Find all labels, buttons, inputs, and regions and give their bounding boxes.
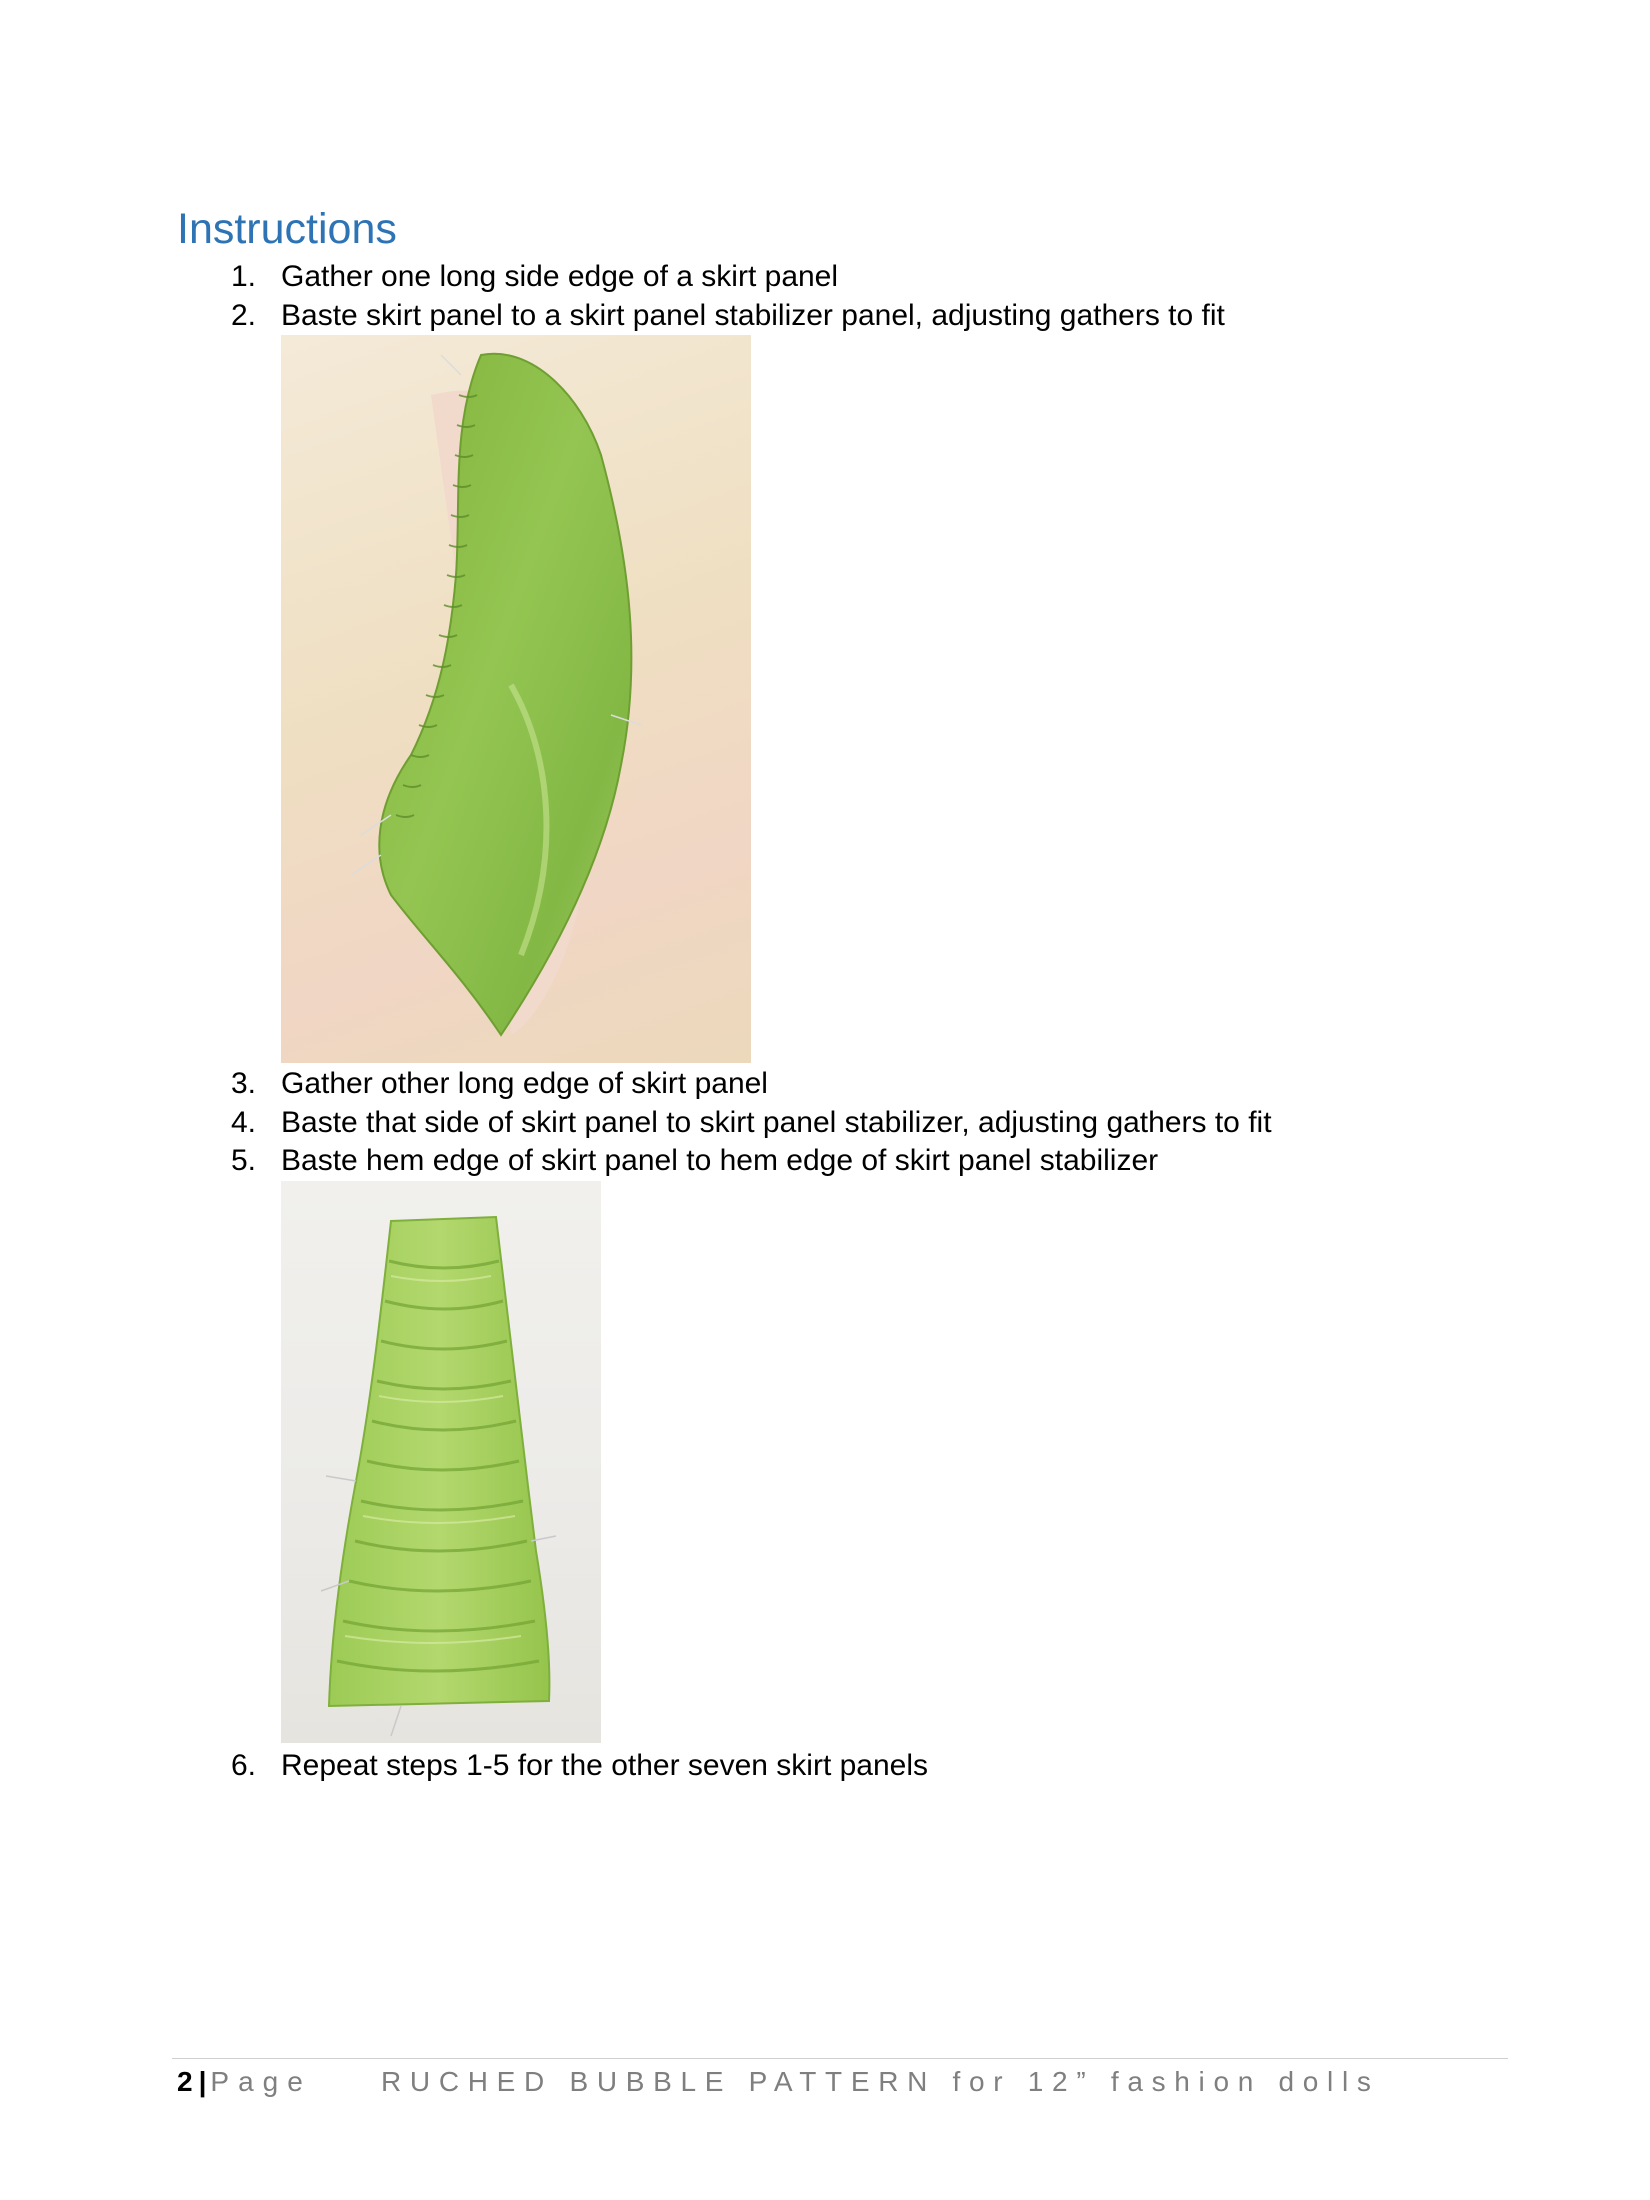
gathered-panel-photo bbox=[281, 335, 751, 1063]
step-number: 5. bbox=[230, 1144, 256, 1177]
step-number: 4. bbox=[230, 1106, 256, 1139]
step-text: Gather one long side edge of a skirt panel bbox=[281, 260, 839, 293]
step-text: Repeat steps 1-5 for the other seven skirt panels bbox=[281, 1749, 929, 1782]
section-heading: Instructions bbox=[177, 205, 397, 253]
step-number: 1. bbox=[230, 260, 256, 293]
step-text: Gather other long edge of skirt panel bbox=[281, 1067, 768, 1100]
step-text: Baste that side of skirt panel to skirt panel stabilizer, adjusting gathers to fit bbox=[281, 1106, 1272, 1139]
footer-divider bbox=[172, 2058, 1508, 2059]
step-text: Baste skirt panel to a skirt panel stabilizer panel, adjusting gathers to fit bbox=[281, 299, 1225, 332]
step-number: 6. bbox=[230, 1749, 256, 1782]
ruched-panel-photo bbox=[281, 1181, 601, 1743]
footer-separator: | bbox=[198, 2066, 207, 2097]
step-number: 3. bbox=[230, 1067, 256, 1100]
page-number: 2 bbox=[177, 2066, 193, 2097]
page-label: Page bbox=[210, 2066, 312, 2097]
step-number: 2. bbox=[230, 299, 256, 332]
step-text: Baste hem edge of skirt panel to hem edge of skirt panel stabilizer bbox=[281, 1144, 1159, 1177]
page-footer bbox=[177, 2064, 1380, 2100]
footer-title: RUCHED BUBBLE PATTERN for 12” fashion dolls bbox=[381, 2066, 1380, 2097]
